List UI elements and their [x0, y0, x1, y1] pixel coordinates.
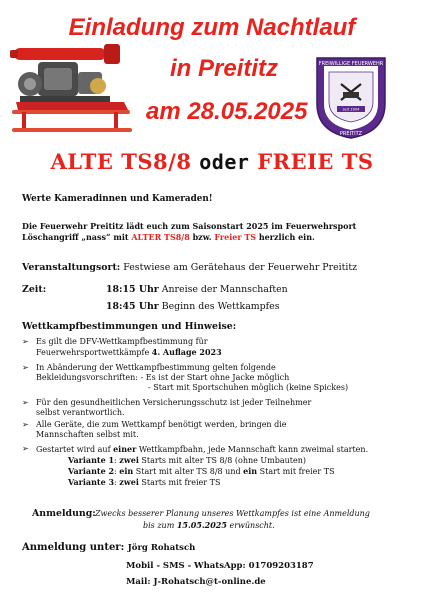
rule-1-line-2: Feuerwehrsportwettkämpfe [36, 348, 152, 357]
time-label: Zeit: [22, 284, 47, 295]
rule-4-line-1: ➢ Alle Geräte, die zum Wettkampf benötigt werden, bringen die [36, 420, 287, 429]
variant-2-sep: : [114, 467, 120, 476]
rules-heading: Wettkampfbestimmungen und Hinweise: [22, 321, 237, 332]
badge-top-text: FREIWILLIGE FEUERWEHR [318, 61, 384, 67]
variant-1 [36, 455, 412, 466]
venue-value: Festwiese am Gerätehaus der Feuerwehr Preititz [123, 262, 358, 273]
variant-3-label: Variante 3 [68, 477, 115, 487]
title-line-2: in Preititz [170, 55, 279, 82]
variant-1-count: zwei [119, 455, 139, 465]
contact-line [22, 542, 195, 553]
time-1: 18:15 Uhr [106, 284, 159, 295]
banner-or: oder [199, 150, 250, 174]
intro-old-pump: ALTER TS8/8 [131, 232, 190, 242]
event-date: am 28.05.2025 [146, 98, 308, 125]
badge-year-text: seit 1904 [342, 107, 360, 112]
registration-text [95, 509, 415, 531]
variant-1-sep: : [114, 456, 120, 465]
rule-2-line-1: ➢ In Abänderung der Wettkampfbestimmung gelten folgende [36, 363, 276, 372]
rule-3-line-2: selbst verantwortlich. [36, 408, 125, 417]
rule-2-line-2: Bekleidungsvorschriften: - Es ist der Start ohne Jacke möglich [36, 373, 290, 382]
variant-3-text: Starts mit freier TS [138, 478, 221, 487]
intro-part-1: Die Feuerwehr Preititz lädt euch zum Saisonstart 2025 im Feuerwehrsport Löschangriff „nass“ mit [22, 221, 357, 242]
registration-line-2-pre: bis zum [143, 520, 177, 530]
rules-list [22, 337, 412, 488]
variant-1-text: Starts mit alter TS 8/8 (ohne Umbauten) [138, 456, 306, 465]
rule-1-edition: 4. Auflage 2023 [151, 347, 222, 357]
variant-2-text-1: Start mit alter TS 8/8 und [133, 467, 244, 476]
variant-2-text-2: Start mit freier TS [257, 467, 335, 476]
rule-item-1 [22, 337, 412, 358]
badge-bottom-text: PREITITZ [339, 131, 363, 137]
variant-1-label: Variante 1 [68, 455, 115, 465]
contact-name: Jörg Rohatsch [127, 543, 196, 553]
category-banner [0, 148, 424, 176]
title-line-1: Einladung zum Nachtlauf [68, 14, 356, 41]
venue-label: Veranstaltungsort: [22, 262, 121, 273]
rule-item-4 [22, 420, 412, 440]
intro-part-2: bzw. [189, 232, 215, 242]
variant-3 [36, 477, 412, 488]
greeting: Werte Kameradinnen und Kameraden! [22, 194, 213, 204]
variant-2-label: Variante 2 [68, 466, 115, 476]
registration-line-2-post: erwünscht. [226, 520, 275, 530]
variant-3-count: zwei [119, 477, 139, 487]
time-2: 18:45 Uhr [106, 301, 159, 312]
time-row-2 [106, 301, 280, 312]
time-row-1 [106, 284, 288, 295]
rule-item-2 [22, 363, 412, 393]
variant-3-sep: : [114, 478, 120, 487]
venue-line [22, 262, 417, 273]
intro-part-3: herzlich ein. [256, 232, 315, 242]
rule-5-post: Wettkampfbahn, jede Mannschaft kann zweimal starten. [136, 445, 369, 454]
variant-2-count-1: ein [119, 466, 134, 476]
rule-1-line-1: ➢ Es gilt die DFV-Wettkampfbestimmung für [36, 337, 208, 346]
rule-3-line-1: ➢ Für den gesundheitlichen Versicherungsschutz ist jeder Teilnehmer [36, 398, 312, 407]
variant-2-count-2: ein [243, 466, 258, 476]
time-1-text: Anreise der Mannschaften [161, 284, 288, 295]
fire-department-badge [313, 54, 389, 140]
contact-phone: Mobil - SMS - WhatsApp: 01709203187 [126, 561, 314, 571]
rule-item-3 [22, 398, 412, 418]
registration-label: Anmeldung: [32, 508, 96, 519]
intro-free-pump: Freier TS [214, 232, 257, 242]
registration-deadline: 15.05.2025 [176, 519, 227, 530]
intro-text [22, 221, 412, 243]
banner-old-pump: ALTE TS8/8 [50, 149, 192, 174]
variant-2 [36, 466, 412, 477]
banner-free-pump: FREIE TS [257, 149, 374, 174]
contact-mail: Mail: J-Rohatsch@t-online.de [126, 577, 266, 587]
rule-2-line-3: - Start mit Sportschuhen möglich (keine Spickes) [148, 383, 349, 392]
fire-pump-image [8, 40, 136, 140]
time-2-text: Beginn des Wettkampfes [161, 301, 280, 312]
rule-5-bold: einer [113, 444, 137, 454]
rule-item-5 [22, 444, 412, 488]
rule-4-line-2: Mannschaften selbst mit. [36, 430, 139, 439]
registration-line-1: Zwecks besserer Planung unseres Wettkampfes ist eine Anmeldung [95, 509, 370, 518]
rule-5-pre: Gestartet wird auf [36, 445, 114, 454]
contact-label: Anmeldung unter: [22, 542, 125, 553]
